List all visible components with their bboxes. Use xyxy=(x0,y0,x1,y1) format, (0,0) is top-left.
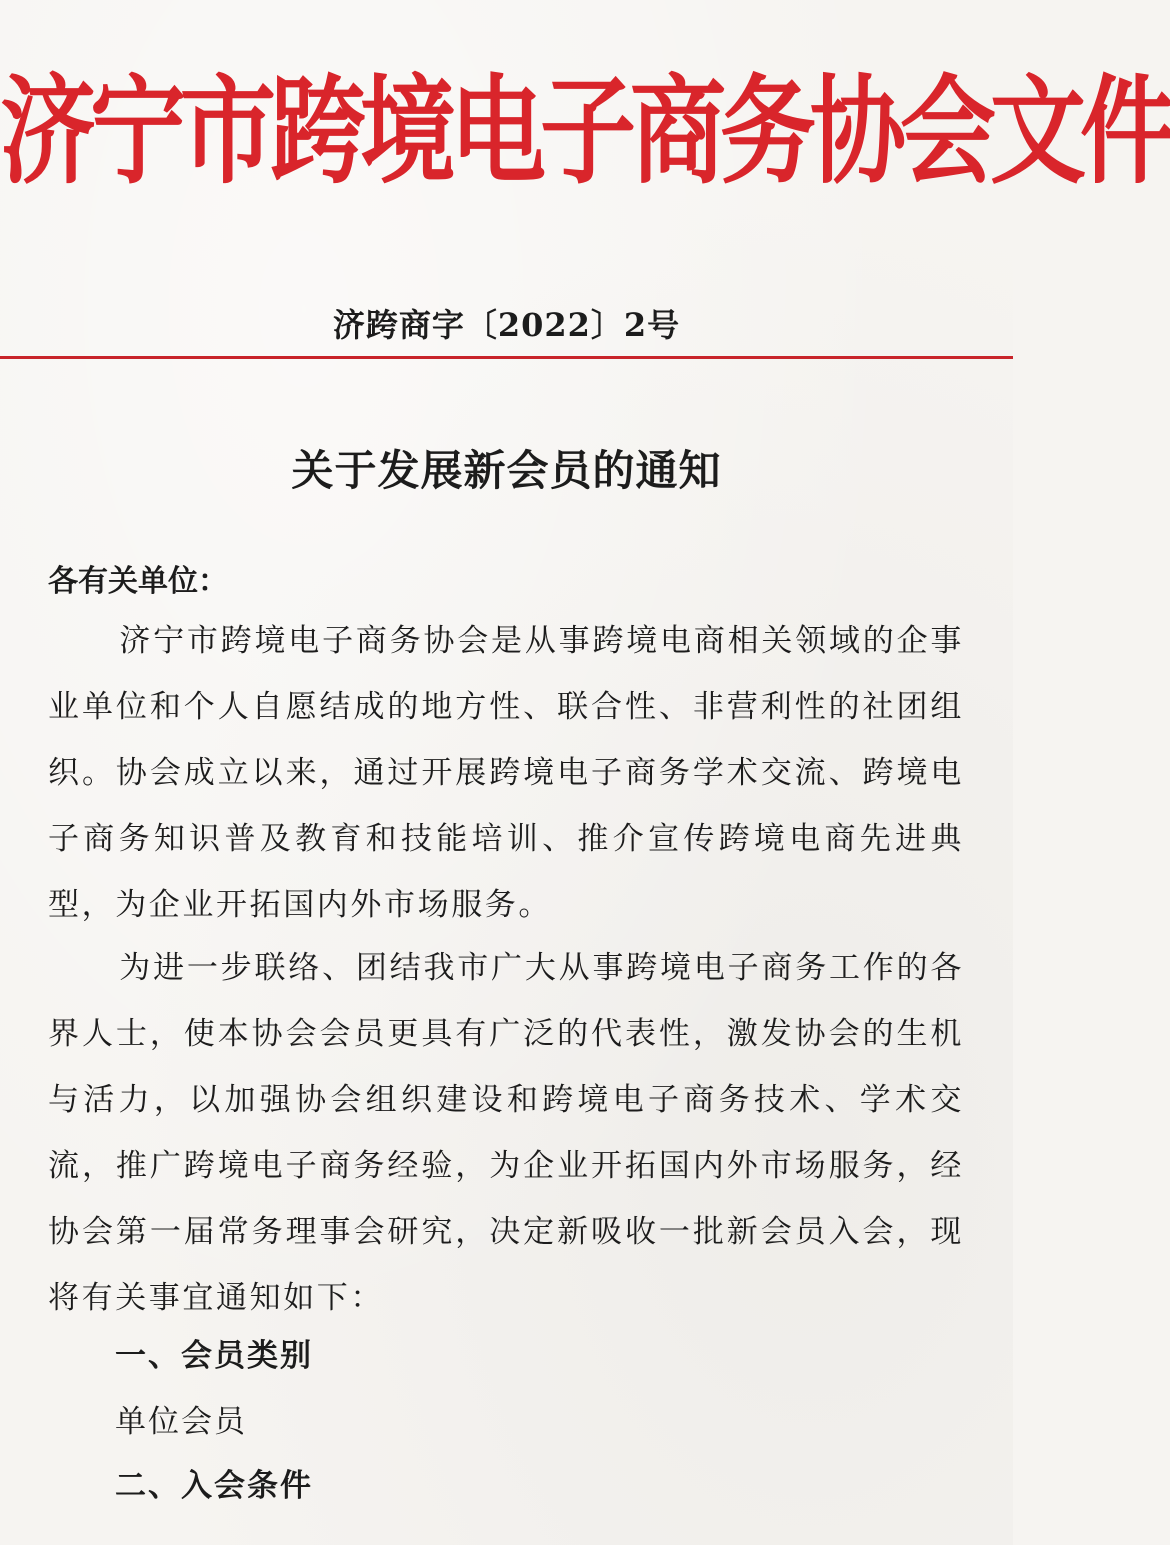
masthead-title: 济宁市跨境电子商务协会文件 xyxy=(0,61,1170,200)
document-number: 济跨商字〔2022〕2号 xyxy=(332,306,681,344)
section-heading-membership-conditions: 二、入会条件 xyxy=(115,1468,313,1504)
body-paragraph-1: 济宁市跨境电子商务协会是从事跨境电商相关领域的企事业单位和个人自愿结成的地方性、联合性、非营利性的社团组织。协会成立以来，通过开展跨境电子商务学术交流、跨境电子商务知识普及教育和技能培训、推介宣传跨境电商先进典型，为企业开拓国内外市场服务。 xyxy=(48,623,964,923)
red-divider-rule xyxy=(0,356,1013,359)
section-body-member-category: 单位会员 xyxy=(115,1404,247,1440)
salutation: 各有关单位： xyxy=(48,564,228,599)
notice-title: 关于发展新会员的通知 xyxy=(291,446,722,495)
section-heading-member-category: 一、会员类别 xyxy=(115,1338,313,1374)
body-paragraph-2: 为进一步联络、团结我市广大从事跨境电子商务工作的各界人士，使本协会会员更具有广泛的代表性，激发协会的生机与活力，以加强协会组织建设和跨境电子商务技术、学术交流，推广跨境电子商务经验，为企业开拓国内外市场服务，经协会第一届常务理事会研究，决定新吸收一批新会员入会，现将有关事宜通知如下： xyxy=(48,950,964,1316)
